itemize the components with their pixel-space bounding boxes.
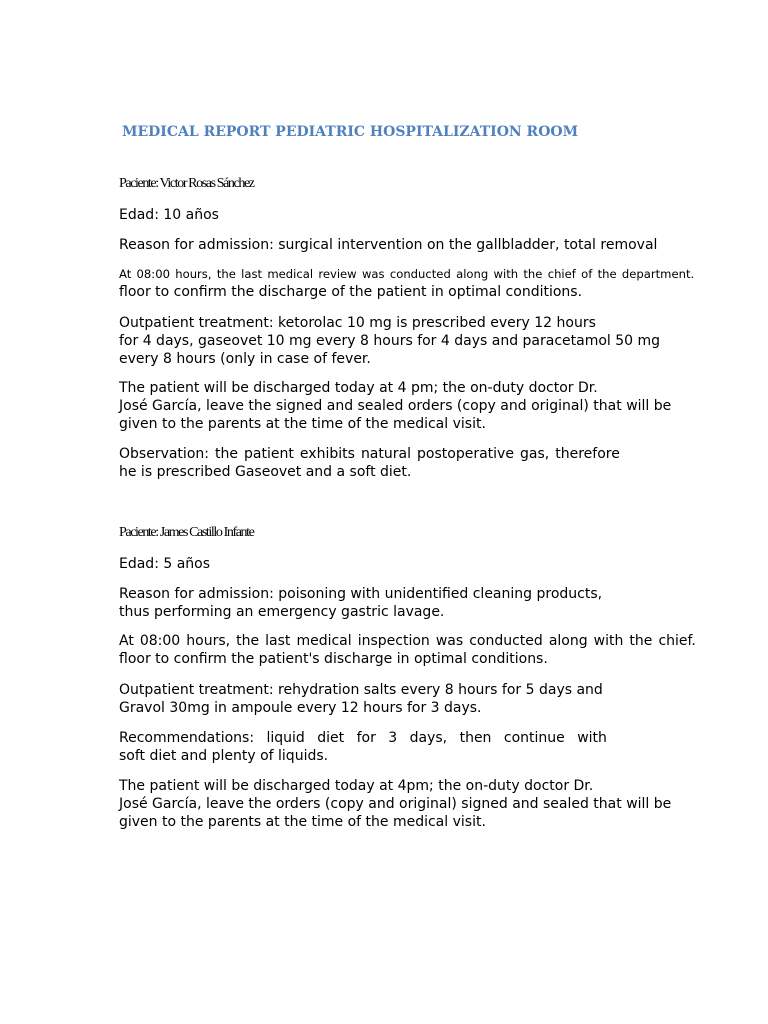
patient-name-1: Paciente: Victor Rosas Sánchez xyxy=(119,176,254,191)
medical-review-1 xyxy=(119,265,694,301)
age-line: Edad: 10 años xyxy=(119,207,219,223)
admission-reason-1 xyxy=(119,236,657,254)
observation-line: he is prescribed Gaseovet and a soft diet. xyxy=(119,464,412,480)
discharge-line: The patient will be discharged today at 4 pm; the on-duty doctor Dr. xyxy=(119,380,598,396)
report-title: MEDICAL REPORT PEDIATRIC HOSPITALIZATION ROOM xyxy=(122,124,579,140)
reason-line: thus performing an emergency gastric lavage. xyxy=(119,604,445,620)
treatment-line: Outpatient treatment: ketorolac 10 mg is prescribed every 12 hours xyxy=(119,315,596,331)
treatment-line: Outpatient treatment: rehydration salts every 8 hours for 5 days and xyxy=(119,682,603,698)
review-line: floor to confirm the discharge of the patient in optimal conditions. xyxy=(119,284,583,300)
recommendations-line: soft diet and plenty of liquids. xyxy=(119,748,329,764)
discharge-line: José García, leave the orders (copy and original) signed and sealed that will be xyxy=(119,796,672,812)
discharge-line: given to the parents at the time of the medical visit. xyxy=(119,416,486,432)
outpatient-treatment-2 xyxy=(119,681,603,717)
age-line: Edad: 5 años xyxy=(119,556,211,572)
discharge-line: José García, leave the signed and sealed orders (copy and original) that will be xyxy=(119,398,672,414)
discharge-note-2 xyxy=(119,777,671,831)
observation-line: Observation: the patient exhibits natural postoperative gas, therefore xyxy=(119,446,620,462)
patient-age-2 xyxy=(119,555,210,573)
outpatient-treatment-1 xyxy=(119,314,660,368)
review-line: At 08:00 hours, the last medical review was conducted along with the chief of the department. xyxy=(119,267,695,281)
recommendations-line: Recommendations: liquid diet for 3 days, then continue with xyxy=(119,730,607,746)
recommendations-2 xyxy=(119,729,607,765)
reason-line: Reason for admission: poisoning with unidentified cleaning products, xyxy=(119,586,603,602)
medical-inspection-2 xyxy=(119,632,696,668)
treatment-line: for 4 days, gaseovet 10 mg every 8 hours for 4 days and paracetamol 50 mg xyxy=(119,333,661,349)
discharge-line: The patient will be discharged today at 4pm; the on-duty doctor Dr. xyxy=(119,778,594,794)
patient-name-2: Paciente: James Castillo Infante xyxy=(119,525,254,540)
inspection-line: At 08:00 hours, the last medical inspection was conducted along with the chief. xyxy=(119,633,696,649)
treatment-line: every 8 hours (only in case of fever. xyxy=(119,351,371,367)
reason-line: Reason for admission: surgical intervention on the gallbladder, total removal xyxy=(119,237,658,253)
discharge-line: given to the parents at the time of the medical visit. xyxy=(119,814,486,830)
discharge-note-1 xyxy=(119,379,671,433)
observation-1 xyxy=(119,445,620,481)
inspection-line: floor to confirm the patient's discharge in optimal conditions. xyxy=(119,651,548,667)
patient-age-1 xyxy=(119,206,219,224)
treatment-line: Gravol 30mg in ampoule every 12 hours for 3 days. xyxy=(119,700,482,716)
admission-reason-2 xyxy=(119,585,602,621)
